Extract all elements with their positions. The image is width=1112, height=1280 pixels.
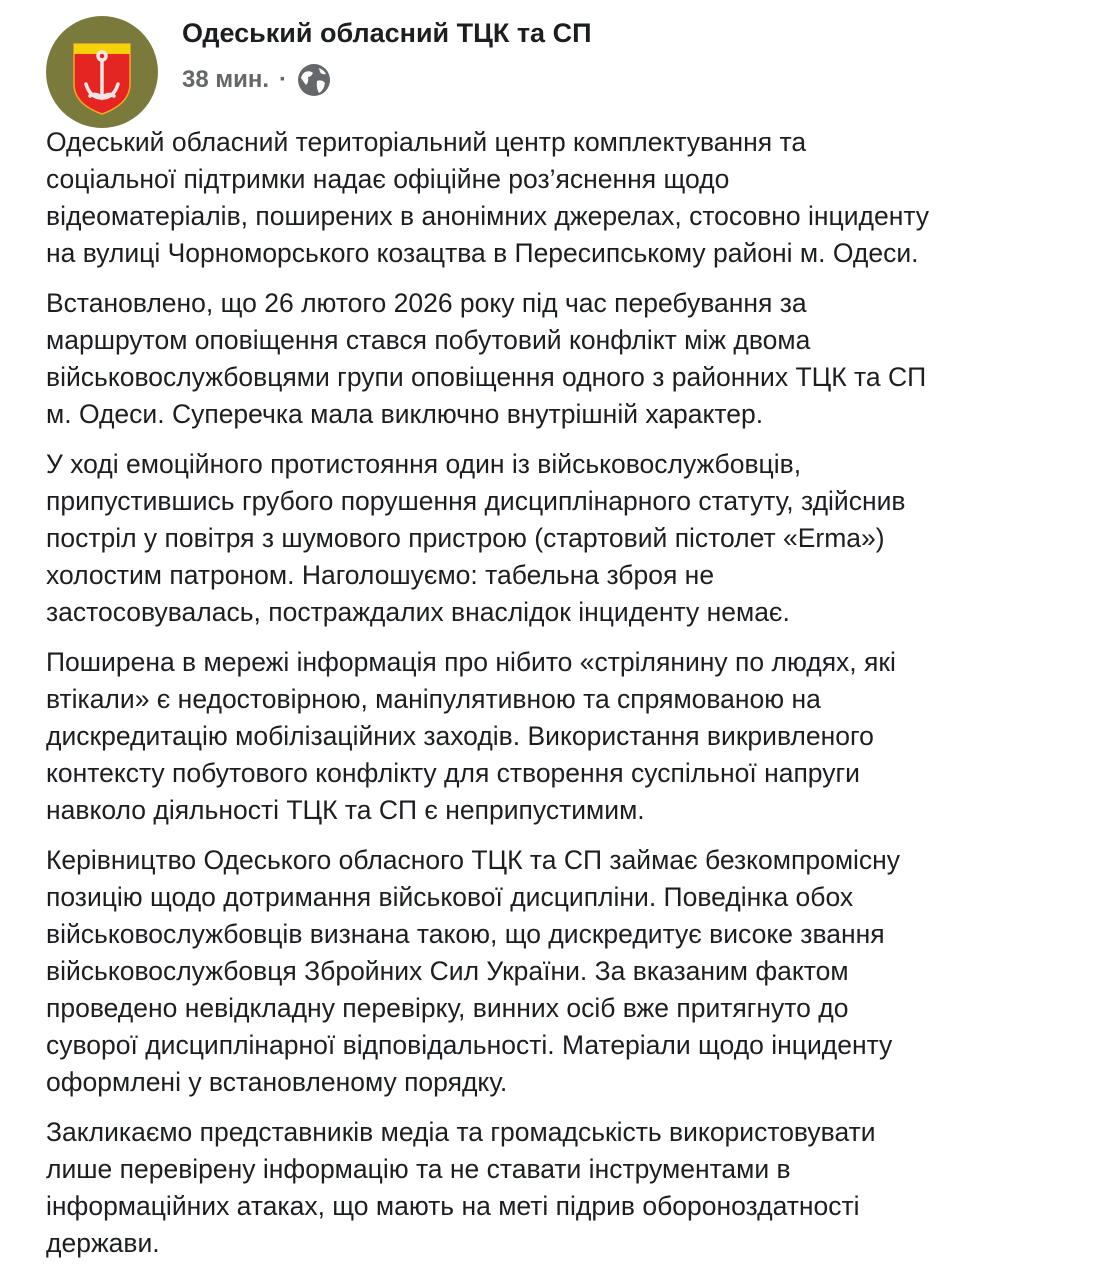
text-line: Керівництво Одеського обласного ТЦК та СП займає безкомпромісну [46,845,901,875]
post-paragraph [46,285,1096,433]
text-line: інформаційних атаках, що мають на меті підрив обороноздатності [46,1191,860,1221]
text-line: лише перевірену інформацію та не ставати інструментами в [46,1154,791,1184]
text-line: дискредитацію мобілізаційних заходів. Використання викривленого [46,721,874,751]
text-line: маршрутом оповіщення стався побутовий конфлікт між двома [46,325,811,355]
globe-icon[interactable] [297,63,331,97]
text-line: проведено невідкладну перевірку, винних осіб вже притягнуто до [46,993,849,1023]
text-line: Одеський обласний територіальний центр комплектування та [46,127,807,157]
text-line: військовослужбовцями групи оповіщення одного з районних ТЦК та СП [46,362,927,392]
text-line: припустившись грубого порушення дисциплінарного статуту, здійснив [46,486,906,516]
post-paragraph [46,1114,1096,1262]
post-text [46,124,1096,1275]
anchor-shield-icon [46,16,158,128]
text-line: Закликаємо представників медіа та громадськість використовувати [46,1117,876,1147]
author-name[interactable]: Одеський обласний ТЦК та СП [182,18,592,48]
separator: · [279,66,288,93]
text-line: позицію щодо дотримання військової дисципліни. Поведінка обох [46,882,854,912]
text-line: держави. [46,1228,160,1258]
text-line: м. Одеси. Суперечка мала виключно внутрішній характер. [46,399,764,429]
text-line: на вулиці Чорноморського козацтва в Пересипському районі м. Одеси. [46,238,919,268]
text-line: соціальної підтримки надає офіційне роз’яснення щодо [46,164,730,194]
text-line: застосовувалась, постраждалих внаслідок інциденту немає. [46,597,790,627]
post-time[interactable]: 38 мин. [182,66,270,93]
text-line: навколо діяльності ТЦК та СП є неприпустимим. [46,795,645,825]
text-line: суворої дисциплінарної відповідальності. Матеріали щодо інциденту [46,1030,893,1060]
post-paragraph [46,842,1096,1101]
text-line: контексту побутового конфлікту для створення суспільної напруги [46,758,860,788]
text-line: оформлені у встановленому порядку. [46,1067,508,1097]
text-line: відеоматеріалів, поширених в анонімних джерелах, стосовно інциденту [46,201,930,231]
post-paragraph [46,644,1096,829]
text-line: постріл у повітря з шумового пристрою (стартовий пістолет «Erma») [46,523,885,553]
text-line: Встановлено, що 26 лютого 2026 року під час перебування за [46,288,807,318]
post-paragraph [46,446,1096,631]
text-line: військовослужбовців визнана такою, що дискредитує високе звання [46,919,885,949]
text-line: холостим патроном. Наголошуємо: табельна зброя не [46,560,715,590]
text-line: втікали» є недостовірною, маніпулятивною та спрямованою на [46,684,821,714]
text-line: Поширена в мережі інформація про нібито «стрілянину по людях, які [46,647,896,677]
post-meta [182,63,331,97]
text-line: У ході емоційного протистояння один із військовослужбовців, [46,449,802,479]
text-line: військовослужбовця Збройних Сил України. За вказаним фактом [46,956,849,986]
post-paragraph [46,124,1096,272]
post-avatar[interactable] [46,16,158,128]
